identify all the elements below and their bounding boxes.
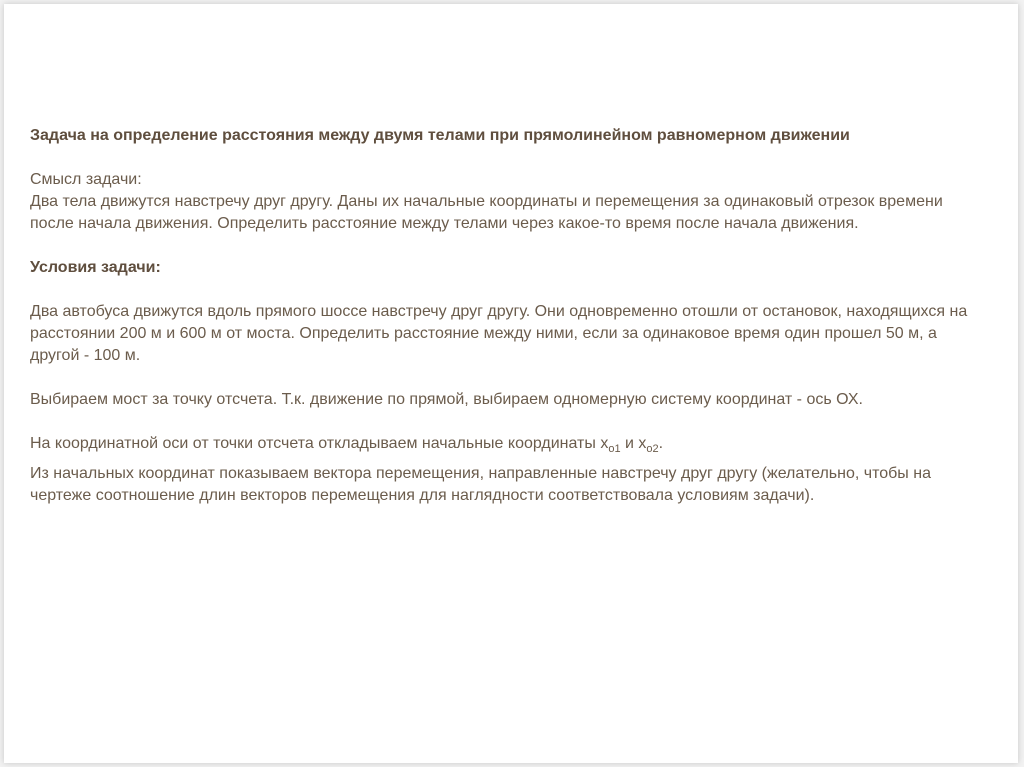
coords-prefix: На координатной оси от точки отсчета откладываем начальные координаты (30, 435, 601, 452)
coord-x2-subscript: о2 (646, 443, 659, 455)
coord-x2: x (638, 435, 647, 452)
coords-text (30, 433, 990, 455)
vectors-text: Из начальных координат показываем вектора перемещения, направленные навстречу друг другу (желательно, чтобы на чертеже соотношение длин векторов перемещения для наглядности соответствовала условиям задачи). (30, 465, 931, 504)
coord-x1: x (600, 435, 609, 452)
coords-suffix: . (658, 435, 664, 452)
meaning-text: Два тела движутся навстречу друг другу. Даны их начальные координаты и перемещения за одинаковый отрезок времени после начала движения. Определить расстояние между телами через какое-то время после начала движения. (30, 193, 943, 232)
meaning-heading: Смысл задачи: (30, 171, 142, 188)
slide-content (30, 125, 990, 507)
conditions-heading: Условия задачи: (30, 259, 161, 276)
problem-title: Задача на определение расстояния между двумя телами при прямолинейном равномерном движении (30, 127, 850, 144)
conditions-text: Два автобуса движутся вдоль прямого шоссе навстречу друг другу. Они одновременно отошли от остановок, находящихся на расстоянии 200 м и 600 м от моста. Определить расстояние между ними, если за одинаковое время один прошел 50 м, а другой - 100 м. (30, 303, 968, 364)
slide (4, 4, 1018, 763)
coord-x1-subscript: о1 (608, 443, 621, 455)
reference-text: Выбираем мост за точку отсчета. Т.к. движение по прямой, выбираем одномерную систему координат - ось ОХ. (30, 391, 863, 408)
coords-joiner: и (620, 435, 639, 452)
